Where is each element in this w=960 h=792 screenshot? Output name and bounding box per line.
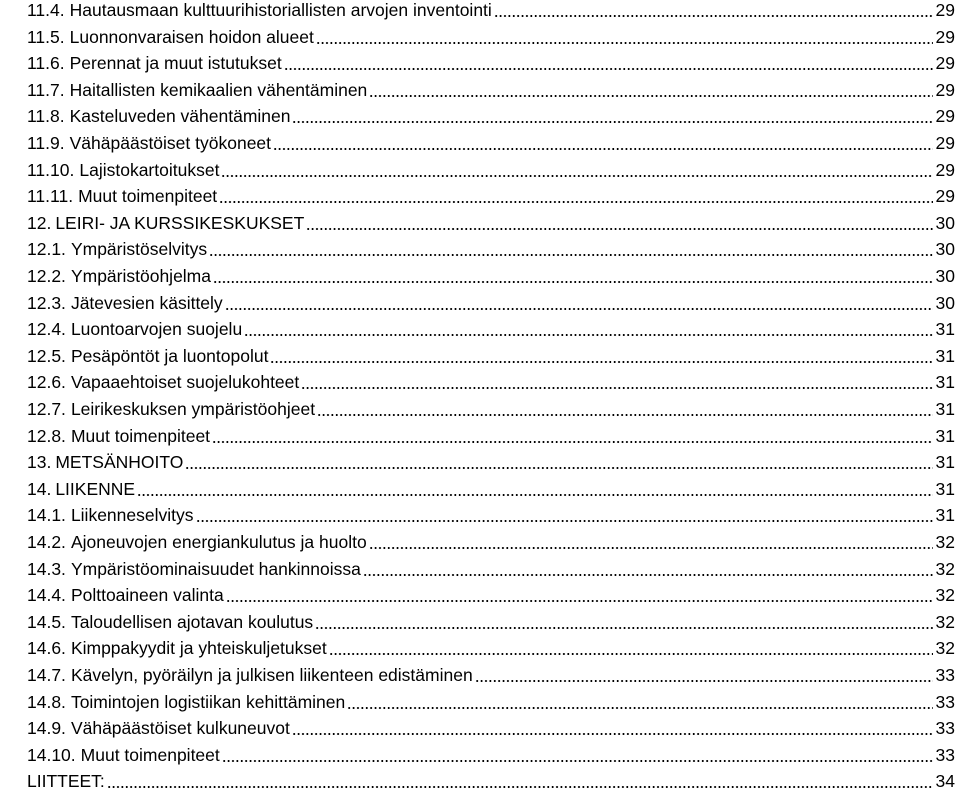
toc-entry[interactable] [0, 287, 955, 314]
toc-entry-page: 30 [935, 239, 955, 260]
toc-entry-title: Muut toimenpiteet [78, 186, 218, 207]
toc-entry-page: 29 [935, 53, 955, 74]
toc-entry-title: Luontoarvojen suojelu [70, 319, 243, 340]
toc-entry-title: Perennat ja muut istutukset [69, 53, 282, 74]
dot-leader [196, 520, 934, 522]
dot-leader [137, 494, 933, 496]
toc-entry[interactable] [0, 127, 955, 154]
toc-entry-title: Ympäristöselvitys [70, 239, 208, 260]
toc-entry-number: 11.4. [27, 0, 65, 20]
dot-leader [301, 387, 933, 389]
toc-entry-title: Muut toimenpiteet [80, 744, 220, 765]
toc-entry[interactable] [0, 446, 955, 473]
dot-leader [494, 15, 933, 17]
toc-entry[interactable] [0, 74, 955, 101]
toc-entry-number: 14. [27, 478, 52, 499]
dot-leader [270, 361, 933, 363]
dot-leader [107, 786, 933, 788]
toc-entry-title: Kävelyn, pyöräilyn ja julkisen liikenteen edistäminen [70, 665, 473, 685]
toc-entry-page: 30 [935, 266, 955, 286]
toc-entry[interactable] [0, 100, 955, 127]
toc-entry[interactable] [0, 659, 955, 686]
toc-entry-number: 12.5. [27, 345, 66, 366]
toc-entry[interactable] [0, 260, 955, 287]
toc-entry[interactable] [0, 47, 955, 74]
toc-entry[interactable] [0, 313, 955, 340]
toc-entry-number: 14.4. [27, 585, 66, 606]
toc-entry[interactable] [0, 154, 955, 181]
toc-entry-title: Taloudellisen ajotavan koulutus [70, 611, 314, 632]
toc-entry-number: 11.5. [27, 26, 65, 47]
toc-entry[interactable] [0, 473, 955, 500]
toc-entry-title: Hautausmaan kulttuurihistoriallisten arvojen inventointi [69, 0, 492, 20]
toc-entry-number: 11.6. [27, 53, 65, 74]
toc-entry[interactable] [0, 340, 955, 367]
toc-entry[interactable] [0, 765, 955, 792]
toc-entry-page: 31 [935, 399, 955, 419]
toc-entry[interactable] [0, 499, 955, 526]
dot-leader [315, 627, 933, 629]
toc-entry[interactable] [0, 0, 955, 21]
toc-entry-page: 29 [935, 79, 955, 100]
toc-entry-page: 32 [935, 638, 955, 659]
dot-leader [284, 68, 933, 70]
toc-entry[interactable] [0, 606, 955, 633]
toc-entry-number: 14.7. [27, 665, 66, 685]
toc-entry-title: Pesäpöntöt ja luontopolut [70, 345, 269, 366]
toc-entry-number: 12.8. [27, 425, 66, 446]
toc-entry-page: 32 [935, 558, 955, 579]
toc-entry-page: 31 [935, 345, 955, 366]
toc-entry-number: 12.6. [27, 372, 66, 393]
dot-leader [316, 42, 933, 44]
toc-entry[interactable] [0, 207, 955, 234]
toc-entry-number: 14.10. [27, 744, 76, 765]
toc-entry-number: 13. [27, 452, 52, 473]
toc-entry-title: Vähäpäästöiset kulkuneuvot [70, 718, 290, 739]
toc-entry-page: 31 [935, 452, 955, 473]
toc-entry-page: 33 [935, 691, 955, 712]
toc-entry-page: 29 [935, 26, 955, 47]
toc-entry[interactable] [0, 420, 955, 447]
toc-entry-page: 33 [935, 718, 955, 739]
toc-entry-number: 11.7. [27, 79, 65, 100]
dot-leader [363, 574, 933, 576]
dot-leader [219, 201, 933, 203]
toc-entry-number: 11.10. [27, 159, 75, 180]
toc-entry-page: 30 [935, 292, 955, 313]
toc-entry-number: 11.9. [27, 133, 65, 153]
dot-leader [212, 441, 933, 443]
toc-entry-page: 29 [935, 159, 955, 180]
toc-entry-title: Polttoaineen valinta [70, 585, 224, 606]
toc-entry-number: 14.6. [27, 638, 66, 659]
dot-leader [244, 334, 933, 336]
dot-leader [369, 95, 933, 97]
dot-leader [347, 707, 933, 709]
toc-entry[interactable] [0, 393, 955, 420]
toc-entry[interactable] [0, 21, 955, 48]
toc-entry-page: 33 [935, 665, 955, 685]
toc-entry-title: Toimintojen logistiikan kehittäminen [70, 691, 346, 712]
toc-entry-title: METSÄNHOITO [55, 452, 184, 473]
dot-leader [225, 308, 933, 310]
toc-entry-title: Ympäristöohjelma [70, 266, 211, 286]
toc-entry-number: 14.2. [27, 532, 66, 552]
toc-entry-number: 14.3. [27, 558, 66, 579]
toc-entry-number: 12.7. [27, 399, 66, 419]
dot-leader [369, 547, 933, 549]
toc-entry-number: 12.1. [27, 239, 66, 260]
dot-leader [226, 600, 933, 602]
dot-leader [329, 653, 933, 655]
toc-entry-number: 12.3. [27, 292, 66, 313]
dot-leader [292, 733, 933, 735]
toc-entry-number: 12.2. [27, 266, 66, 286]
toc-entry-page: 31 [935, 372, 955, 393]
toc-entry-page: 31 [935, 425, 955, 446]
toc-entry-page: 31 [935, 505, 955, 526]
toc-entry-title: LIITTEET: [27, 771, 105, 792]
dot-leader [273, 148, 933, 150]
toc-entry-page: 32 [935, 585, 955, 606]
toc-entry-page: 32 [935, 611, 955, 632]
toc-entry-title: Muut toimenpiteet [70, 425, 211, 446]
dot-leader [213, 281, 933, 283]
dot-leader [475, 680, 933, 682]
toc-entry-page: 32 [935, 532, 955, 552]
toc-entry-title: Kasteluveden vähentäminen [69, 106, 291, 127]
toc-entry-title: Lajistokartoitukset [79, 159, 220, 180]
toc-entry-title: Vähäpäästöiset työkoneet [69, 133, 272, 153]
toc-entry-number: 12.4. [27, 319, 66, 340]
dot-leader [317, 414, 933, 416]
toc-entry[interactable] [0, 712, 955, 739]
toc-entry-number: 14.9. [27, 718, 66, 739]
toc-entry-page: 34 [935, 771, 955, 792]
toc-entry-page: 33 [935, 744, 955, 765]
dot-leader [292, 121, 933, 123]
toc-entry-title: Leirikeskuksen ympäristöohjeet [70, 399, 316, 419]
toc-entry-title: Haitallisten kemikaalien vähentäminen [69, 79, 368, 100]
toc-entry-page: 29 [935, 106, 955, 127]
dot-leader [221, 175, 933, 177]
toc-entry[interactable] [0, 632, 955, 659]
toc-entry-number: 11.11. [27, 186, 74, 207]
dot-leader [185, 467, 933, 469]
toc-entry[interactable] [0, 233, 955, 260]
toc-entry-page: 30 [935, 212, 955, 233]
toc-entry-title: Luonnonvaraisen hoidon alueet [69, 26, 314, 47]
toc-entry-number: 11.8. [27, 106, 65, 127]
toc-entry-title: LEIRI- JA KURSSIKESKUKSET [55, 212, 305, 233]
toc-entry-title: Jätevesien käsittely [70, 292, 223, 313]
toc-entry-page: 29 [935, 133, 955, 153]
toc-entry-page: 29 [935, 186, 955, 207]
dot-leader [306, 228, 933, 230]
toc-entry-title: LIIKENNE [55, 478, 136, 499]
toc-entry-number: 14.8. [27, 691, 66, 712]
toc-entry[interactable] [0, 180, 955, 207]
toc-entry-page: 31 [935, 319, 955, 340]
toc-entry[interactable] [0, 366, 955, 393]
toc-entry-number: 12. [27, 212, 52, 233]
toc-entry[interactable] [0, 739, 955, 766]
toc-entry-number: 14.1. [27, 505, 66, 526]
dot-leader [209, 254, 933, 256]
toc-entry-page: 29 [935, 0, 955, 20]
toc-entry-title: Ajoneuvojen energiankulutus ja huolto [70, 532, 367, 552]
toc-entry-number: 14.5. [27, 611, 66, 632]
toc-entry[interactable] [0, 553, 955, 580]
toc-entry-page: 31 [935, 478, 955, 499]
toc-entry[interactable] [0, 579, 955, 606]
dot-leader [222, 760, 933, 762]
toc-entry-title: Vapaaehtoiset suojelukohteet [70, 372, 300, 393]
toc-entry-title: Liikenneselvitys [70, 505, 194, 526]
toc-entry[interactable] [0, 686, 955, 713]
toc-entry-title: Ympäristöominaisuudet hankinnoissa [70, 558, 361, 579]
toc-entry-title: Kimppakyydit ja yhteiskuljetukset [70, 638, 327, 659]
toc-entry[interactable] [0, 526, 955, 553]
